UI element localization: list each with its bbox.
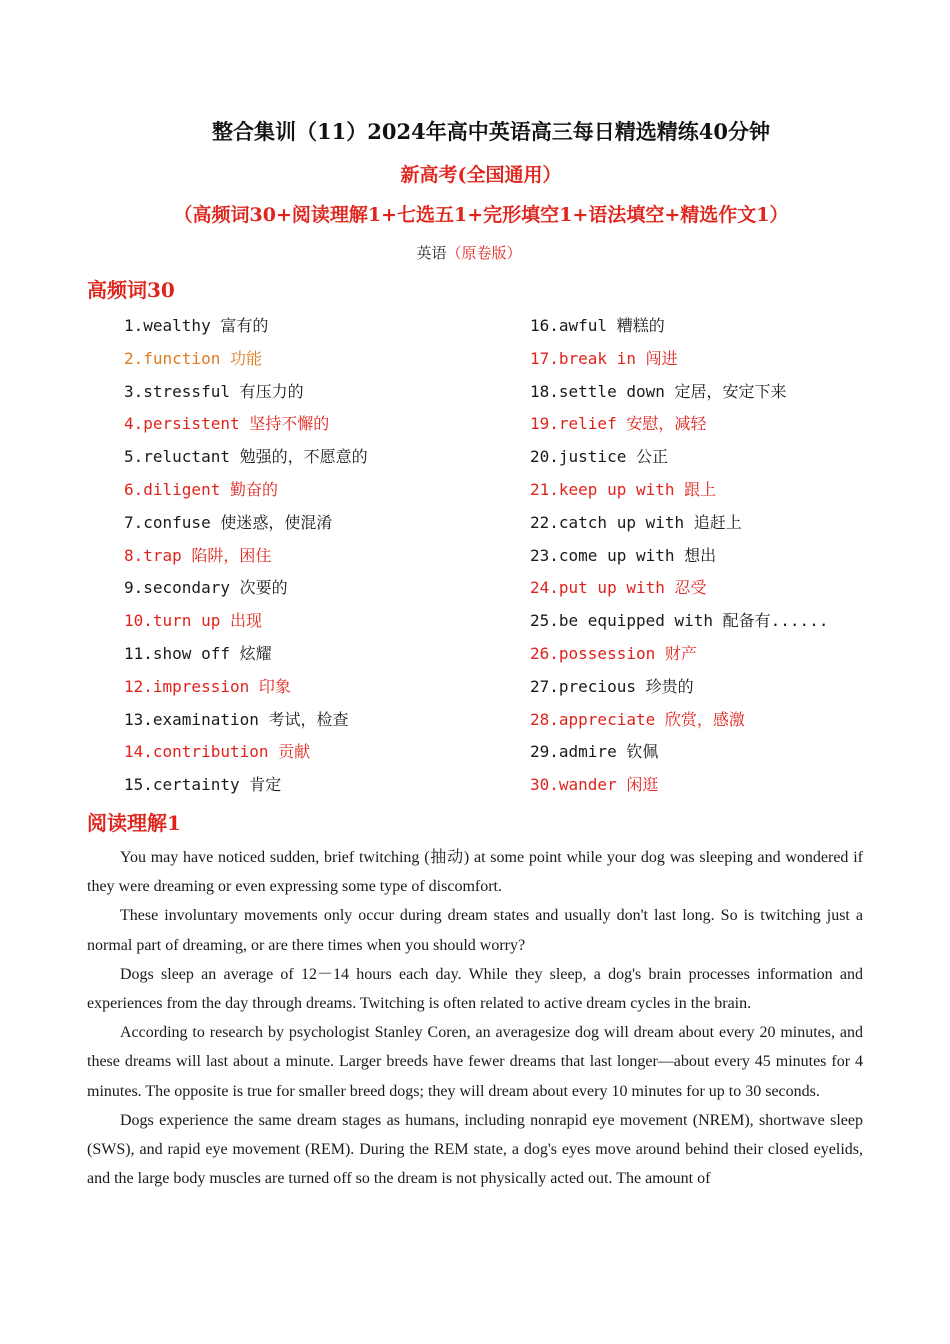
edition-label: （原卷版） [446,244,522,262]
vocab-item: 17.break in 闯进 [530,348,678,368]
vocab-item: 22.catch up with 追赶上 [530,512,742,532]
vocab-item: 12.impression 印象 [124,676,291,696]
subject-label: 英语 [416,244,447,262]
reading-section-heading: 阅读理解1 [87,811,181,835]
vocab-item: 14.contribution 贡献 [124,742,311,762]
vocab-item: 10.turn up 出现 [124,611,262,631]
vocab-item: 6.diligent 勤奋的 [124,479,278,499]
document-title: 整合集训（11）2024年高中英语高三每日精选精练40分钟 [212,119,770,144]
vocab-item: 24.put up with 忍受 [530,578,707,598]
vocab-item: 7.confuse 使迷惑，使混淆 [124,512,333,532]
vocab-item: 29.admire 钦佩 [530,742,659,762]
vocab-item: 5.reluctant 勉强的，不愿意的 [124,447,368,467]
vocab-section-heading: 高频词30 [87,278,175,302]
passage-paragraph: Dogs sleep an average of 12－14 hours each day. While they sleep, a dog's brain processes information and experiences from the day through dreams. Twitching is often related to active dream cycles in the brain. [87,965,863,1013]
vocab-item: 1.wealthy 富有的 [124,316,269,335]
vocab-item: 20.justice 公正 [530,447,668,467]
passage-paragraph: According to research by psychologist Stanley Coren, an averagesize dog will dream about every 20 minutes, and these dreams will last about a minute. Larger breeds have fewer dreams that last longer—about every 45 minutes for 4 minutes. The opposite is true for smaller breed dogs; they will dream about every 10 minutes for up to 30 seconds. [87,1024,863,1100]
vocab-item: 18.settle down 定居，安定下来 [530,381,787,401]
vocab-item: 4.persistent 坚持不懈的 [124,414,330,434]
subject-line [0,242,944,263]
vocab-item: 13.examination 考试，检查 [124,709,349,729]
vocab-item: 23.come up with 想出 [530,545,717,565]
document-subtitle: 新高考(全国通用） [400,164,562,186]
vocab-item: 3.stressful 有压力的 [124,381,304,401]
vocab-item: 8.trap 陷阱，困住 [124,545,272,565]
vocab-item: 2.function 功能 [124,348,262,368]
vocab-item: 9.secondary 次要的 [124,578,288,598]
vocab-item: 19.relief 安慰，减轻 [530,414,707,434]
vocab-item: 27.precious 珍贵的 [530,676,694,696]
vocab-item: 15.certainty 肯定 [124,775,282,795]
document-contents-line: （高频词30+阅读理解1+七选五1+完形填空1+语法填空+精选作文1） [173,204,789,226]
passage-paragraph: Dogs experience the same dream stages as humans, including nonrapid eye movement (NREM), shortwave sleep (SWS), and rapid eye movement (REM). During the REM state, a dog's eyes move around behind their closed eyelids, and the large body muscles are turned off so the dream is not physically acted out. The amount of [87,1111,863,1188]
vocab-item: 11.show off 炫耀 [124,643,272,663]
vocab-item: 16.awful 糟糕的 [530,316,665,335]
reading-passage [87,843,863,1193]
vocab-item: 25.be equipped with 配备有...... [530,611,829,631]
vocab-list-right [530,313,828,805]
vocab-item: 21.keep up with 跟上 [530,479,717,499]
passage-paragraph: These involuntary movements only occur during dream states and usually don't last long. So is twitching just a normal part of dreaming, or are there times when you should worry? [87,907,863,954]
vocab-item: 30.wander 闲逛 [530,775,659,795]
vocab-list-left [124,313,368,805]
vocab-item: 28.appreciate 欣赏，感激 [530,709,745,729]
vocab-item: 26.possession 财产 [530,643,697,663]
passage-paragraph: You may have noticed sudden, brief twitching (抽动) at some point while your dog was sleeping and wondered if they were dreaming or even expressing some type of discomfort. [87,849,863,896]
